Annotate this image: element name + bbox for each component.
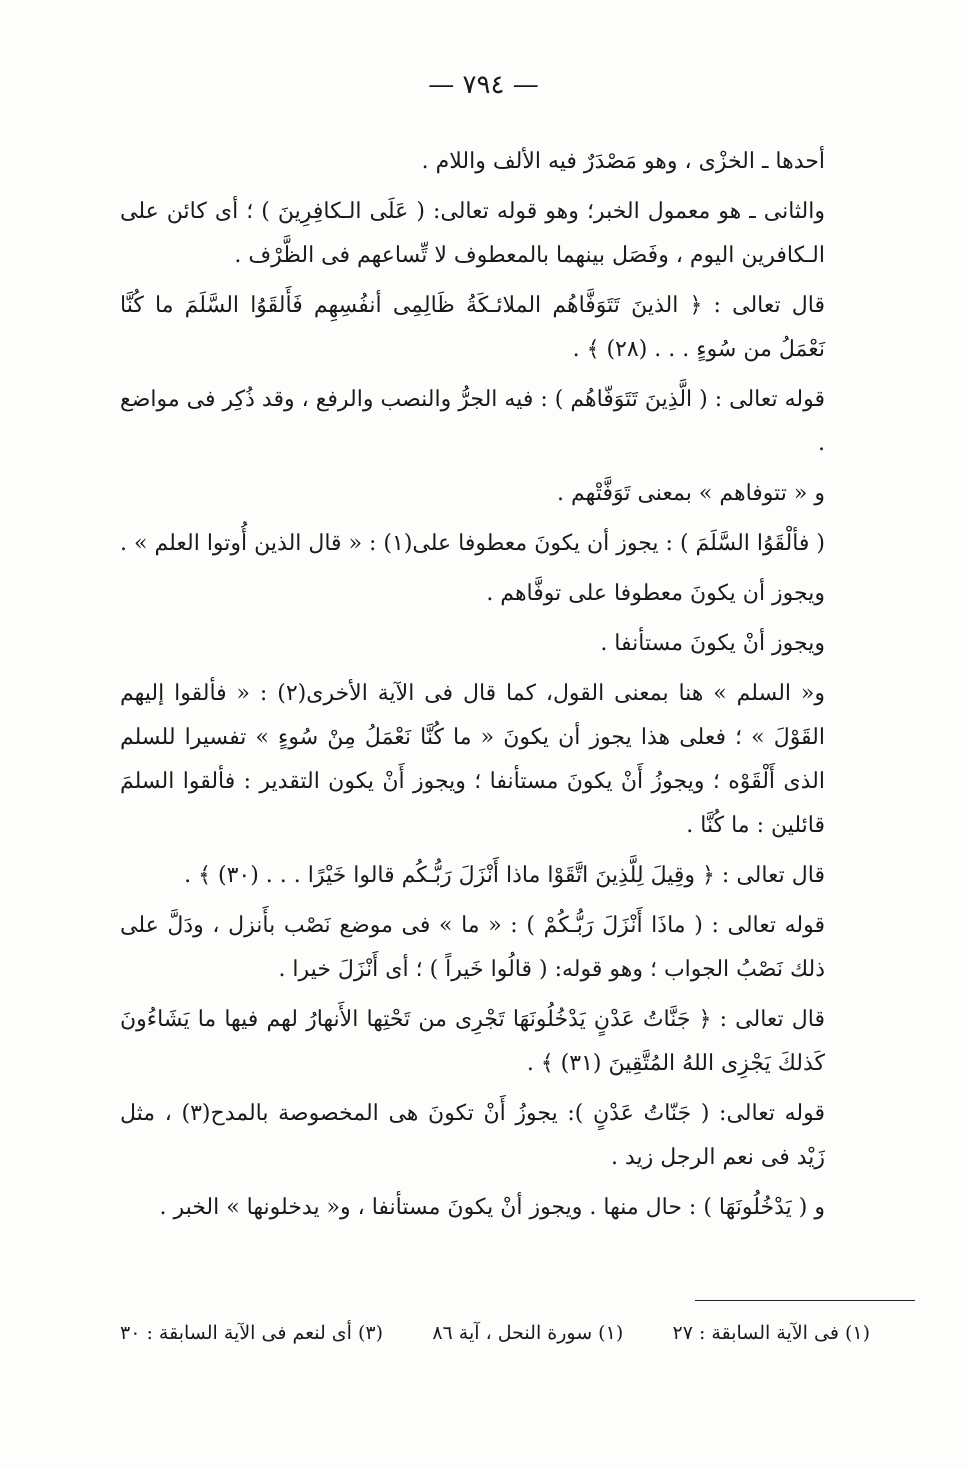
- quran-verse-paragraph: قال تعالى : ﴿ الذينَ تَتَوَفَّاهُم الملائـكَةُ ظَالِمِى أنفُسِهِم فَأَلقَوُا السَّلَمَ ما كُنَّا نَعْمَلُ من سُوءٍ . . . (٢٨) ﴾ .: [120, 293, 825, 362]
- main-text: [120, 140, 865, 1236]
- quran-verse-paragraph: قال تعالى : ﴿ وقِيلَ لِلَّذِينَ اتَّقَوْا ماذا أَنْزَلَ رَبُّـكُم قالوا خَيْرًا . . . (٣٠) ﴾ .: [184, 863, 825, 888]
- paragraph: و ( يَدْخُلُونَهَا ) : حال منها . ويجوز أنْ يكونَ مستأنفا ، و« يدخلونها » الخبر .: [159, 1195, 825, 1220]
- footnote-divider: [695, 1300, 915, 1301]
- paragraph: ويجوز أن يكونَ معطوفا على توفَّاهم .: [486, 581, 825, 606]
- paragraph: أحدها ـ الخزْى ، وهو مَصْدَرٌ فيه الألف واللام .: [421, 149, 825, 174]
- paragraph: و« السلم » هنا بمعنى القول، كما قال فى الآية الأخرى(٢) : « فألقوا إليهم القَوْلَ » ؛ فعلى هذا يجوز أن يكونَ « ما كُنَّا نَعْمَلُ مِنْ سُوءٍ » تفسيرا للسلم الذى أَلْقَوْه ؛ ويجوزُ أَنْ يكونَ مستأنفا ؛ ويجوز أَنْ يكون التقدير : فألقوا السلمَ قائلين : ما كُنَّا .: [120, 681, 825, 838]
- paragraph: ويجوز أنْ يكونَ مستأنفا .: [600, 631, 825, 656]
- paragraph: و « تتوفاهم » بمعنى تَوَفَّتْهم .: [557, 481, 825, 506]
- quran-verse-paragraph: قال تعالى : ﴿ جَنَّاتُ عَدْنٍ يَدْخُلُونَهَا تَجْرِى من تَحْتِها الأَنهارُ لهم فيها ما يَشَاءُونَ كَذلكَ يَجْزِى اللهُ المُتَّقِينَ (٣١) ﴾ .: [120, 1007, 825, 1076]
- footnote-1: (١) فى الآية السابقة : ٢٧: [672, 1322, 870, 1344]
- paragraph: قوله تعالى : ( الَّذِينَ تَتَوَفّاهُم ) : فيه الجرُّ والنصب والرفع ، وقد ذُكِر فى مواضع .: [120, 387, 825, 456]
- paragraph: قوله تعالى : ( ماذَا أَنْزَلَ رَبُّـكُمْ ) : « ما » فى موضع نَصْب بأَنزل ، ودَلَّ على ذلك نَصْبُ الجواب ؛ وهو قوله: ( قالُوا خَيراً ) ؛ أى أَنْزَلَ خيرا .: [120, 913, 825, 982]
- paragraph: والثانى ـ هو معمول الخبر؛ وهو قوله تعالى: ( عَلَى الـكافِرِينَ ) ؛ أى كائن على الـكافرين اليوم ، وفَصَل بينهما بالمعطوف لا تِّساعهم فى الظَّرْف .: [120, 199, 825, 268]
- footnote-3: (٣) أى لنعم فى الآية السابقة : ٣٠: [120, 1322, 384, 1344]
- footnote-2: (١) سورة النحل ، آية ٨٦: [432, 1322, 624, 1344]
- paragraph: ( فألْقَوُا السَّلَمَ ) : يجوز أن يكونَ معطوفا على(١) : « قال الذين أُوتوا العلم » .: [120, 531, 825, 556]
- page-number: — ٧٩٤ —: [428, 70, 539, 100]
- footnotes: [120, 1318, 870, 1348]
- paragraph: قوله تعالى: ( جَنّاتُ عَدْنٍ ): يجوزُ أَنْ تكونَ هى المخصوصة بالمدح(٣) ، مثل زَيْد فى نعم الرجل زيد .: [120, 1101, 825, 1170]
